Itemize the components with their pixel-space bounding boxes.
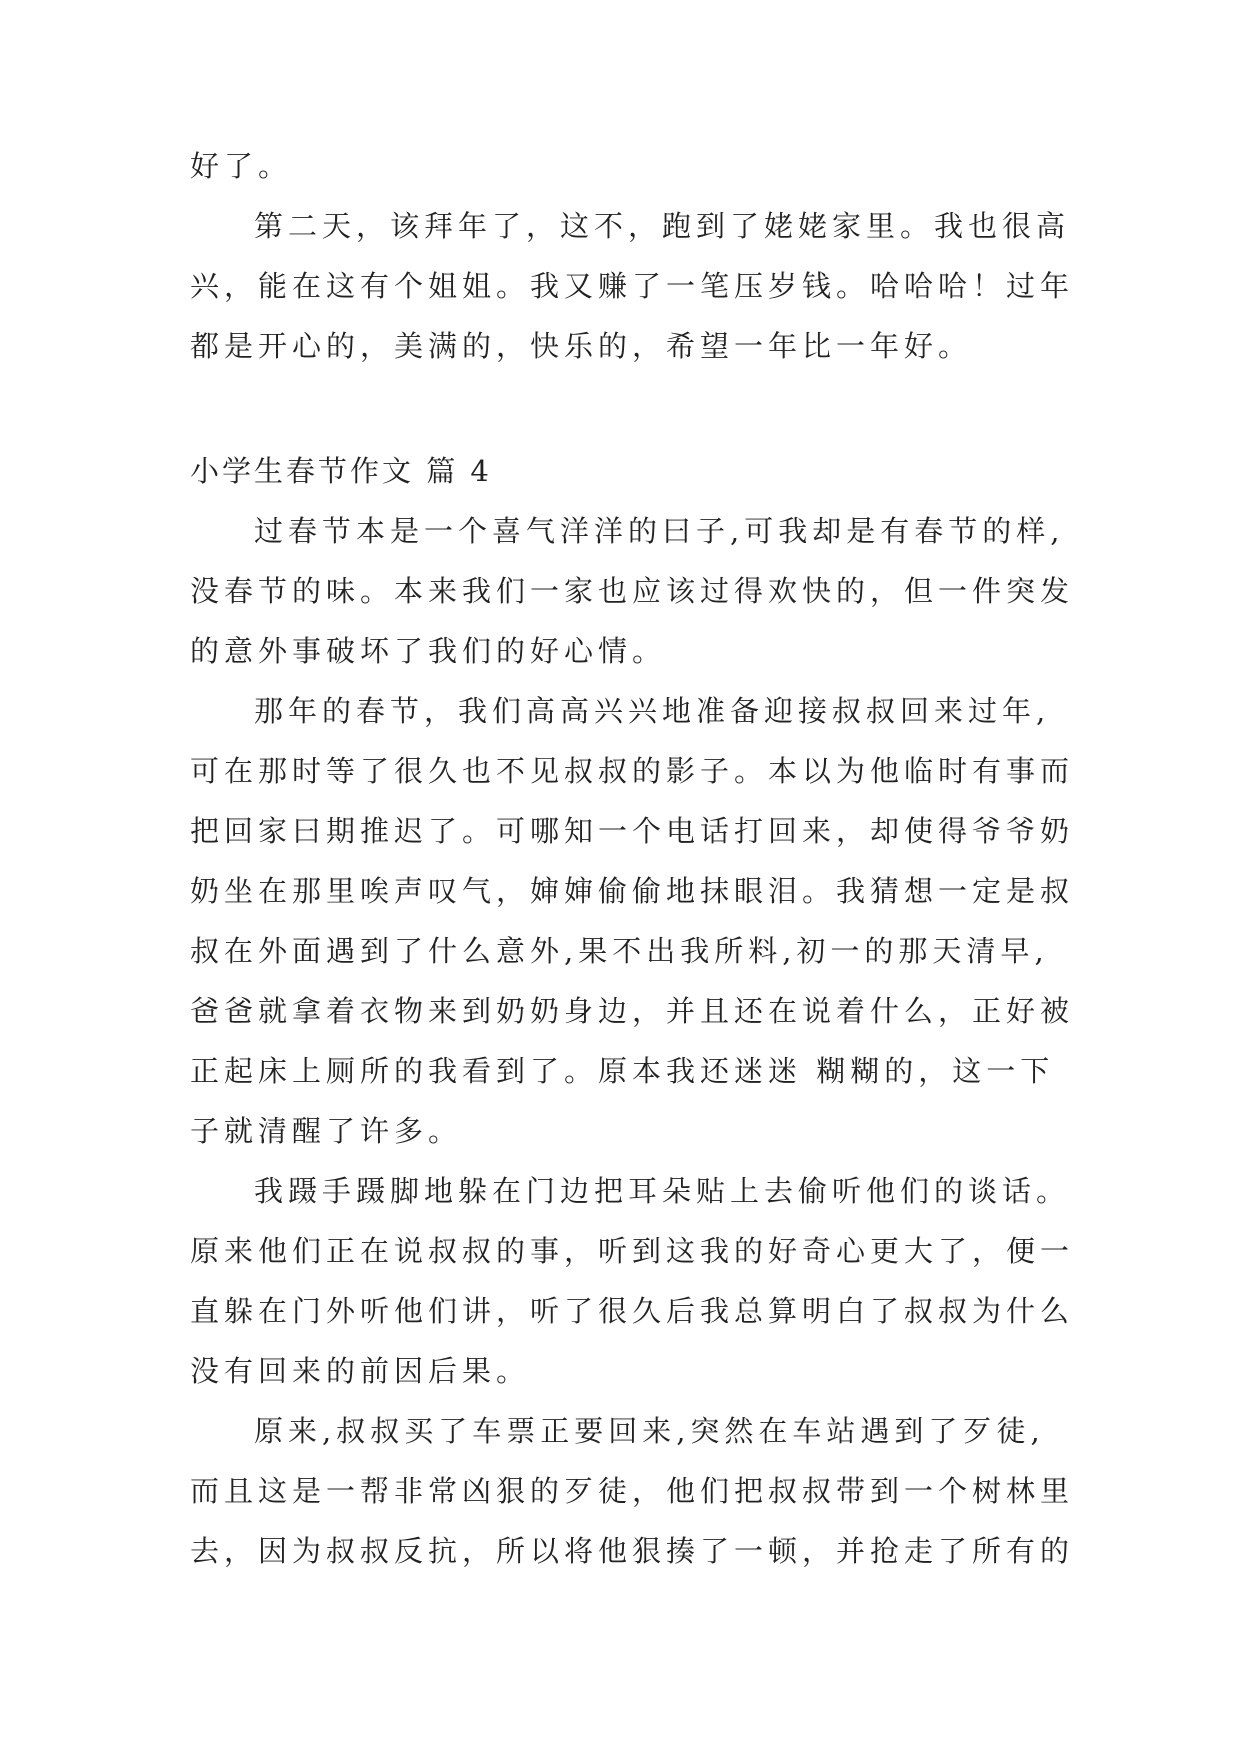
- paragraph-line: 子就清醒了许多。: [190, 1114, 463, 1148]
- paragraph-line: 没有回来的前因后果。: [190, 1354, 531, 1388]
- paragraph-line: 直躲在门外听他们讲，听了很久后我总算明白了叔叔为什么: [190, 1294, 1075, 1328]
- paragraph-line: 爸爸就拿着衣物来到奶奶身边，并且还在说着什么，正好被: [190, 994, 1075, 1028]
- paragraph-line: 好了。: [190, 149, 293, 183]
- paragraph-line: 的意外事破坏了我们的好心情。: [190, 634, 667, 668]
- paragraph-line: 没春节的味。本来我们一家也应该过得欢快的，但一件突发: [190, 574, 1075, 608]
- paragraph-line: 那年的春节，我们高高兴兴地准备迎接叔叔回来过年,: [254, 694, 1051, 728]
- paragraph-line: 过春节本是一个喜气洋洋的曰子,可我却是有春节的样,: [254, 514, 1065, 548]
- paragraph-line: 奶坐在那里唉声叹气，婶婶偷偷地抹眼泪。我猜想一定是叔: [190, 874, 1075, 908]
- paragraph-line: 原来,叔叔买了车票正要回来,突然在车站遇到了歹徒,: [254, 1414, 1045, 1448]
- paragraph-line: 我蹑手蹑脚地躲在门边把耳朵贴上去偷听他们的谈话。: [254, 1174, 1071, 1208]
- section-title: 小学生春节作文 篇 4: [190, 454, 492, 488]
- paragraph-line: 可在那时等了很久也不见叔叔的影子。本以为他临时有事而: [190, 754, 1075, 788]
- paragraph-line: 而且这是一帮非常凶狠的歹徒，他们把叔叔带到一个树林里: [190, 1474, 1075, 1508]
- paragraph-line: 把回家曰期推迟了。可哪知一个电话打回来，却使得爷爷奶: [190, 814, 1075, 848]
- paragraph-line: 兴，能在这有个姐姐。我又赚了一笔压岁钱。哈哈哈！过年: [190, 269, 1075, 303]
- paragraph-line: 叔在外面遇到了什么意外,果不出我所料,初一的那天清早,: [190, 934, 1049, 968]
- paragraph-line: 都是开心的，美满的，快乐的，希望一年比一年好。: [190, 329, 973, 363]
- paragraph-line: 原来他们正在说叔叔的事，听到这我的好奇心更大了，便一: [190, 1234, 1075, 1268]
- paragraph-line: 去，因为叔叔反抗，所以将他狠揍了一顿，并抢走了所有的: [190, 1534, 1075, 1568]
- paragraph-line: 正起床上厕所的我看到了。原本我还迷迷 糊糊的，这一下: [190, 1054, 1055, 1088]
- paragraph-line: 第二天，该拜年了，这不，跑到了姥姥家里。我也很高: [254, 209, 1071, 243]
